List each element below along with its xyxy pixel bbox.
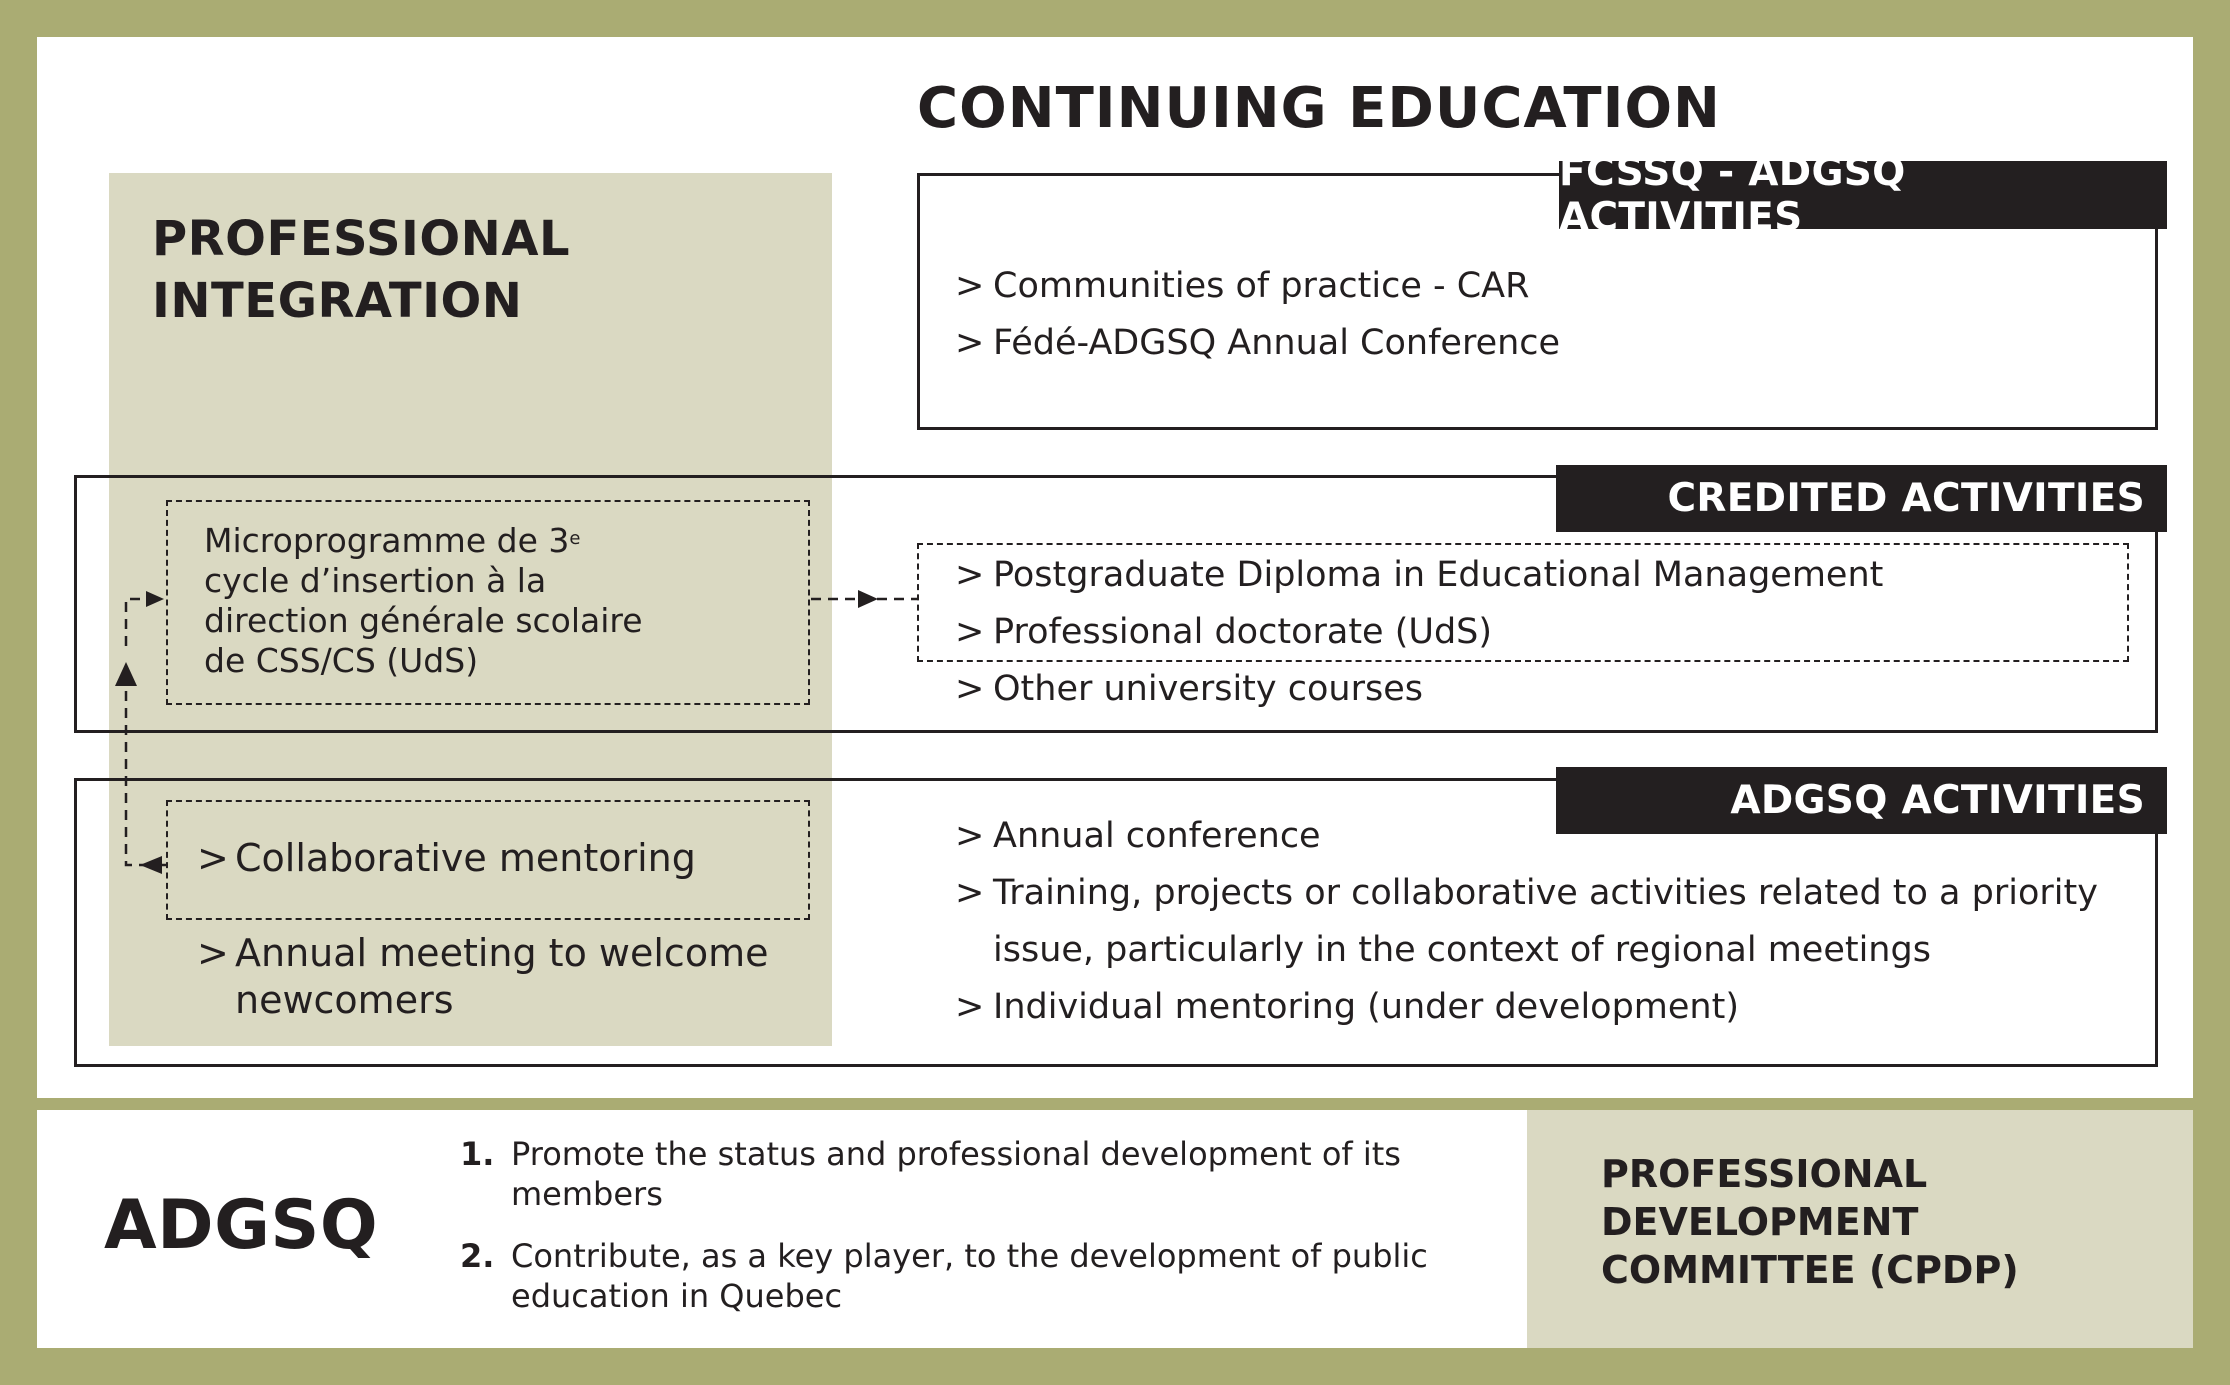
list-item: > Postgraduate Diploma in Educational Management — [955, 547, 2105, 604]
credited-activities-label — [1556, 465, 2167, 532]
collaborative-mentoring-list — [197, 828, 696, 888]
section-divider — [37, 1098, 2193, 1110]
committee-title — [1601, 1150, 2161, 1294]
adgsq-activities-label-text: ADGSQ ACTIVITIES — [1730, 778, 2145, 823]
list-item: > Annual conference — [955, 808, 2135, 865]
mission-text: Promote the status and professional development of its members — [511, 1135, 1401, 1213]
microprogram-superscript: e — [569, 528, 581, 549]
list-item: > Annual meeting to welcome newcomers — [197, 930, 797, 1024]
mission-item — [460, 1134, 1510, 1214]
mission-text: Contribute, as a key player, to the development of public education in Quebec — [511, 1237, 1428, 1315]
annual-meeting-list — [197, 930, 797, 1024]
mission-number: 1. — [460, 1135, 495, 1173]
adgsq-activities-list — [955, 808, 2135, 1036]
microprogram-line4: de CSS/CS (UdS) — [204, 641, 479, 680]
fcssq-activities-label — [1559, 150, 2167, 240]
list-item: > Other university courses — [955, 661, 2105, 718]
fcssq-activities-list — [955, 258, 2105, 372]
list-item: > Collaborative mentoring — [197, 828, 696, 888]
list-item: > Communities of practice - CAR — [955, 258, 2105, 315]
professional-integration-title — [152, 208, 570, 332]
committee-line3: COMMITTEE (CPDP) — [1601, 1248, 2019, 1292]
pi-title-line1: PROFESSIONAL — [152, 211, 571, 267]
pi-title-line2: INTEGRATION — [152, 273, 523, 329]
mission-list — [460, 1134, 1510, 1338]
microprogram-text — [204, 521, 764, 681]
mission-number: 2. — [460, 1237, 495, 1275]
mission-item — [460, 1236, 1510, 1316]
organization-name: ADGSQ — [104, 1186, 379, 1265]
committee-line1: PROFESSIONAL — [1601, 1152, 1928, 1196]
committee-line2: DEVELOPMENT — [1601, 1200, 1919, 1244]
continuing-education-title: CONTINUING EDUCATION — [917, 76, 1721, 141]
list-item: > Professional doctorate (UdS) — [955, 604, 2105, 661]
list-item: > Training, projects or collaborative activities related to a priority issue, particularly in the context of regional meetings — [955, 865, 2135, 979]
fcssq-activities-label-text: FCSSQ - ADGSQ ACTIVITIES — [1559, 150, 1906, 240]
list-item: > Fédé-ADGSQ Annual Conference — [955, 315, 2105, 372]
credited-activities-label-text: CREDITED ACTIVITIES — [1667, 476, 2145, 521]
microprogram-line1: Microprogramme de 3 — [204, 521, 570, 560]
credited-activities-list — [955, 547, 2105, 718]
microprogram-line2: cycle d’insertion à la — [204, 561, 547, 600]
microprogram-line3: direction générale scolaire — [204, 601, 643, 640]
list-item: > Individual mentoring (under development) — [955, 979, 2135, 1036]
